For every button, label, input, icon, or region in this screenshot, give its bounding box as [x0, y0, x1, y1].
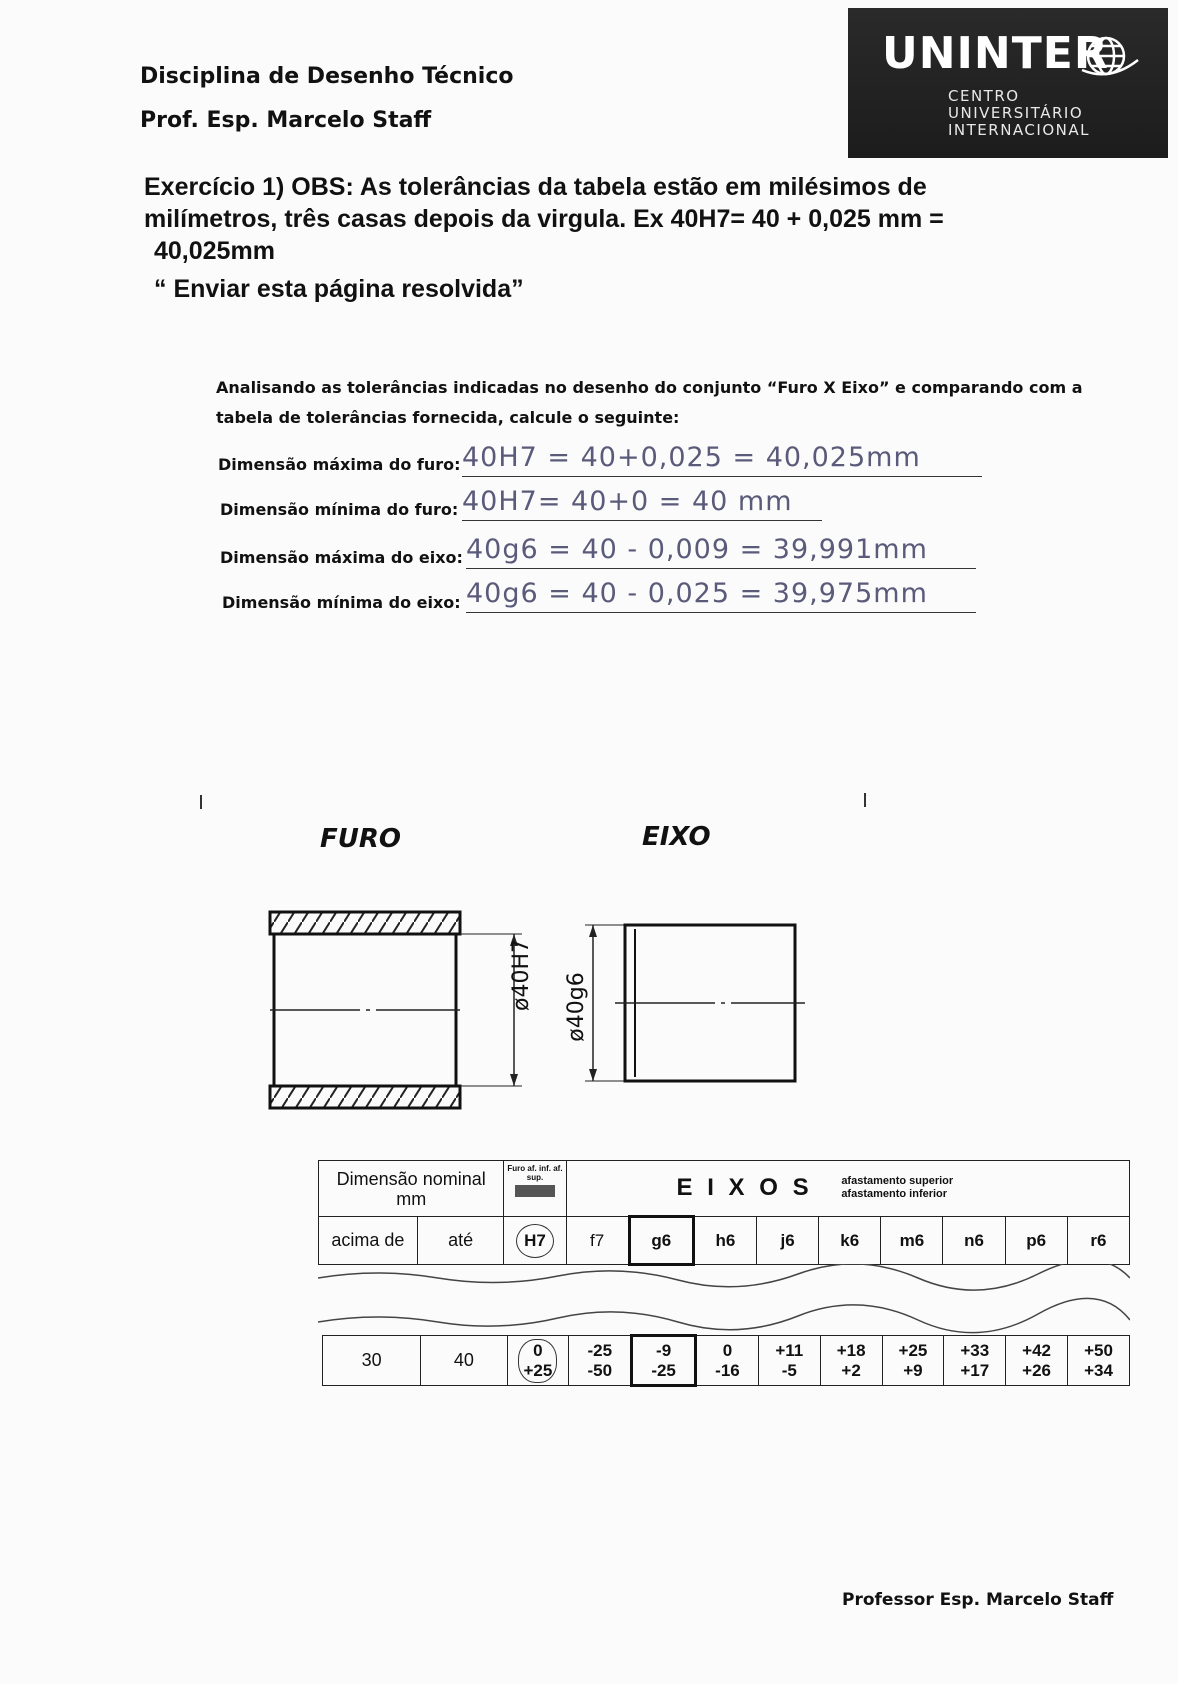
tolerance-table-header	[318, 1160, 1130, 1266]
answer-label-min-furo: Dimensão mínima do furo:	[220, 500, 459, 519]
row-r6: +50 +34	[1068, 1336, 1130, 1386]
logo-name: UNINTER	[882, 28, 1109, 79]
furo-label: Furo	[507, 1164, 526, 1173]
row-h7: 0 +25	[507, 1336, 569, 1386]
furo-title: FURO	[320, 824, 401, 854]
eixo-title: EIXO	[642, 822, 711, 852]
professor-name: Prof. Esp. Marcelo Staff	[140, 108, 432, 133]
answer-value-min-eixo: 40g6 = 40 - 0,025 = 39,975mm	[466, 576, 976, 613]
col-r6: r6	[1067, 1217, 1129, 1265]
col-m6: m6	[881, 1217, 943, 1265]
tolerance-table-row	[322, 1334, 1130, 1387]
answer-label-max-eixo: Dimensão máxima do eixo:	[220, 548, 463, 567]
course-title: Disciplina de Desenho Técnico	[140, 64, 514, 89]
question-line-2: tabela de tolerâncias fornecida, calcule o seguinte:	[216, 408, 680, 427]
logo-sub-2: UNIVERSITÁRIO	[948, 104, 1084, 122]
row-n6: +33 +17	[944, 1336, 1006, 1386]
mm-label: mm	[396, 1188, 427, 1209]
col-p6: p6	[1005, 1217, 1067, 1265]
answer-label-min-eixo: Dimensão mínima do eixo:	[222, 593, 461, 612]
row-g6: -9 -25	[632, 1336, 696, 1386]
furo-swatch	[515, 1185, 555, 1197]
torn-edge	[318, 1264, 1130, 1334]
answer-value-max-furo: 40H7 = 40+0,025 = 40,025mm	[462, 440, 982, 477]
furo-drawing	[260, 900, 540, 1120]
col-h7: H7	[504, 1217, 566, 1265]
logo-sub-3: INTERNACIONAL	[948, 121, 1090, 139]
row-f7: -25 -50	[569, 1336, 632, 1386]
tick-mark-left	[200, 795, 202, 809]
question-line-1: Analisando as tolerâncias indicadas no desenho do conjunto “Furo X Eixo” e comparando com a	[216, 378, 1083, 397]
col-g6: g6	[629, 1217, 693, 1265]
exercise-line-2: milímetros, três casas depois da virgula. Ex 40H7= 40 + 0,025 mm =	[144, 205, 944, 233]
afastamento-superior: afastamento superior	[841, 1175, 954, 1187]
exercise-line-1: Exercício 1) OBS: As tolerâncias da tabela estão em milésimos de	[144, 173, 927, 201]
footer-signature: Professor Esp. Marcelo Staff	[842, 1590, 1114, 1610]
afastamento-inferior: afastamento inferior	[841, 1188, 948, 1200]
acima-de-header: acima de	[319, 1217, 418, 1265]
row-p6: +42 +26	[1006, 1336, 1068, 1386]
col-n6: n6	[943, 1217, 1005, 1265]
row-ate: 40	[421, 1336, 507, 1386]
furo-dimension: ø40H7	[509, 939, 534, 1011]
furo-inf-label: af. inf.	[527, 1164, 551, 1173]
logo-sub-1: CENTRO	[948, 87, 1020, 105]
col-j6: j6	[757, 1217, 819, 1265]
exercise-line-3: 40,025mm	[154, 237, 275, 265]
row-m6: +25 +9	[882, 1336, 944, 1386]
eixo-drawing	[585, 915, 815, 1095]
dim-nominal-cell	[319, 1161, 504, 1217]
globe-icon	[1080, 32, 1140, 80]
col-f7: f7	[566, 1217, 629, 1265]
tick-mark-right	[864, 793, 866, 807]
furo-header-cell	[504, 1161, 566, 1217]
row-acima: 30	[323, 1336, 421, 1386]
uninter-logo	[848, 8, 1168, 158]
row-h6: 0 -16	[696, 1336, 759, 1386]
eixo-dimension: ø40g6	[564, 972, 589, 1042]
exercise-line-4: “ Enviar esta página resolvida”	[154, 275, 524, 303]
answer-value-max-eixo: 40g6 = 40 - 0,009 = 39,991mm	[466, 532, 976, 569]
col-k6: k6	[819, 1217, 881, 1265]
eixos-title: E I X O S	[676, 1174, 813, 1201]
col-h6: h6	[693, 1217, 756, 1265]
answer-label-max-furo: Dimensão máxima do furo:	[218, 455, 461, 474]
eixos-header-cell	[566, 1161, 1129, 1217]
dim-nominal-label: Dimensão nominal	[336, 1168, 486, 1189]
answer-value-min-furo: 40H7= 40+0 = 40 mm	[462, 484, 822, 521]
furo-sup-label: af. sup.	[526, 1164, 563, 1182]
row-j6: +11 -5	[758, 1336, 820, 1386]
ate-header: até	[417, 1217, 504, 1265]
row-k6: +18 +2	[820, 1336, 882, 1386]
